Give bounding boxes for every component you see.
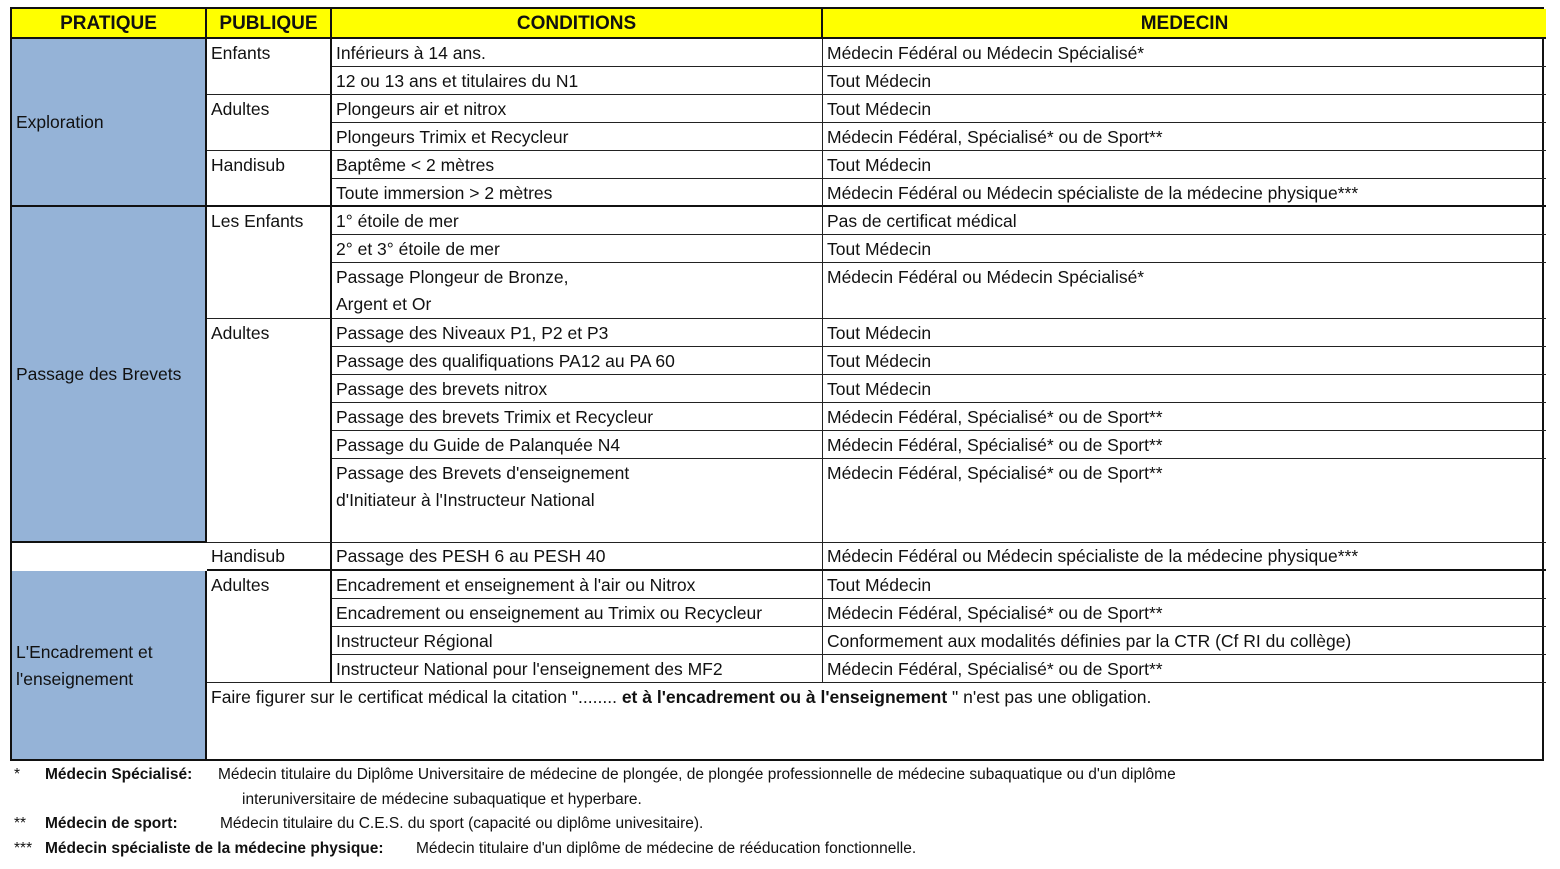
condition-cell: Passage des qualifiquations PA12 au PA 60: [332, 347, 823, 375]
footnote-term: Médecin Spécialisé:: [45, 766, 193, 783]
medecin-cell: Tout Médecin: [823, 319, 1546, 347]
header-medecin: MEDECIN: [823, 9, 1546, 39]
condition-line: Passage Plongeur de Bronze,: [336, 267, 569, 287]
requirements-table: [10, 7, 1544, 761]
footnote-text: Médecin titulaire du Diplôme Universitaire de médecine de plongée, de plongée professionnelle de médecine subaquatique ou d'un diplôme: [218, 766, 1176, 783]
condition-cell: Passage des PESH 6 au PESH 40: [332, 543, 823, 571]
condition-line: Argent et Or: [336, 294, 432, 314]
footnote-marker: *: [14, 766, 21, 783]
note-bold-text: et à l'encadrement ou à l'enseignement: [621, 687, 948, 707]
condition-line: Passage des Brevets d'enseignement: [336, 463, 630, 483]
pratique-encadrement: L'Encadrement et l'enseignement: [12, 571, 207, 759]
condition-line: Instructeur National pour l'enseignement des MF2: [336, 659, 723, 679]
footnote-text: Médecin titulaire d'un diplôme de médecine de rééducation fonctionnelle.: [416, 839, 917, 857]
condition-cell: Passage des brevets nitrox: [332, 375, 823, 403]
condition-cell: [332, 655, 823, 683]
medecin-cell: Tout Médecin: [823, 151, 1546, 179]
note-text: " n'est pas une obligation.: [947, 687, 1152, 707]
publique-cell: Enfants: [207, 39, 332, 95]
publique-cell: Adultes: [207, 319, 332, 543]
condition-cell: Passage des brevets Trimix et Recycleur: [332, 403, 823, 431]
condition-cell: Encadrement ou enseignement au Trimix ou Recycleur: [332, 599, 823, 627]
condition-cell: 1° étoile de mer: [332, 207, 823, 235]
footnotes: [14, 763, 1544, 861]
condition-cell: Baptême < 2 mètres: [332, 151, 823, 179]
medecin-cell: Tout Médecin: [823, 571, 1546, 599]
medecin-cell: Tout Médecin: [823, 347, 1546, 375]
medecin-cell: Médecin Fédéral ou Médecin Spécialisé*: [823, 263, 1546, 319]
condition-cell: Encadrement et enseignement à l'air ou Nitrox: [332, 571, 823, 599]
medecin-cell: Médecin Fédéral, Spécialisé* ou de Sport**: [823, 123, 1546, 151]
condition-cell: Plongeurs air et nitrox: [332, 95, 823, 123]
condition-cell: [332, 459, 823, 543]
footnote: [14, 763, 1544, 788]
footnote-text: Médecin titulaire du C.E.S. du sport (capacité ou diplôme univesitaire).: [220, 815, 704, 832]
medecin-cell: Conformement aux modalités définies par la CTR (Cf RI du collège): [823, 627, 1546, 655]
medecin-cell: Médecin Fédéral, Spécialisé* ou de Sport**: [823, 431, 1546, 459]
medecin-cell: Tout Médecin: [823, 235, 1546, 263]
medecin-cell: Médecin Fédéral ou Médecin spécialiste de la médecine physique***: [823, 543, 1546, 571]
medecin-cell: Médecin Fédéral, Spécialisé* ou de Sport**: [823, 599, 1546, 627]
publique-cell: Handisub: [207, 543, 332, 571]
condition-cell: 2° et 3° étoile de mer: [332, 235, 823, 263]
header-publique: PUBLIQUE: [207, 9, 332, 39]
condition-cell: Passage du Guide de Palanquée N4: [332, 431, 823, 459]
footnote: [14, 837, 1544, 862]
footnote-continuation: [14, 788, 1544, 813]
condition-cell: [332, 263, 823, 319]
footnote-marker: **: [14, 815, 27, 832]
condition-cell: Toute immersion > 2 mètres: [332, 179, 823, 207]
pratique-exploration: Exploration: [12, 39, 207, 207]
publique-cell: Handisub: [207, 151, 332, 207]
publique-cell: Adultes: [207, 571, 332, 683]
medecin-cell: Tout Médecin: [823, 95, 1546, 123]
condition-cell: 12 ou 13 ans et titulaires du N1: [332, 67, 823, 95]
publique-cell: Les Enfants: [207, 207, 332, 319]
condition-cell: Instructeur Régional: [332, 627, 823, 655]
publique-cell: Adultes: [207, 95, 332, 151]
condition-cell: Passage des Niveaux P1, P2 et P3: [332, 319, 823, 347]
medecin-cell: Médecin Fédéral, Spécialisé* ou de Sport**: [823, 459, 1546, 543]
footnote-text: interuniversitaire de médecine subaquatique et hyperbare.: [242, 790, 642, 808]
medecin-cell: Pas de certificat médical: [823, 207, 1546, 235]
medecin-cell: Tout Médecin: [823, 375, 1546, 403]
note-text: Faire figurer sur le certificat médical la citation "........: [211, 687, 622, 707]
pratique-passage-des-brevets: Passage des Brevets: [12, 207, 207, 543]
medecin-cell: Médecin Fédéral, Spécialisé* ou de Sport**: [823, 655, 1546, 683]
encadrement-note: [207, 683, 1546, 759]
condition-cell: Inférieurs à 14 ans.: [332, 39, 823, 67]
footnote-term: Médecin de sport:: [45, 815, 178, 832]
header-conditions: CONDITIONS: [332, 9, 823, 39]
header-pratique: PRATIQUE: [12, 9, 207, 39]
medecin-cell: Médecin Fédéral, Spécialisé* ou de Sport**: [823, 403, 1546, 431]
condition-cell: Plongeurs Trimix et Recycleur: [332, 123, 823, 151]
footnote: [14, 812, 1544, 837]
footnote-term: Médecin spécialiste de la médecine physique:: [45, 839, 384, 857]
medecin-cell: Tout Médecin: [823, 67, 1546, 95]
footnote-marker: ***: [14, 839, 33, 857]
condition-line: d'Initiateur à l'Instructeur National: [336, 490, 595, 510]
medecin-cell: Médecin Fédéral ou Médecin spécialiste de la médecine physique***: [823, 179, 1546, 207]
medecin-cell: Médecin Fédéral ou Médecin Spécialisé*: [823, 39, 1546, 67]
